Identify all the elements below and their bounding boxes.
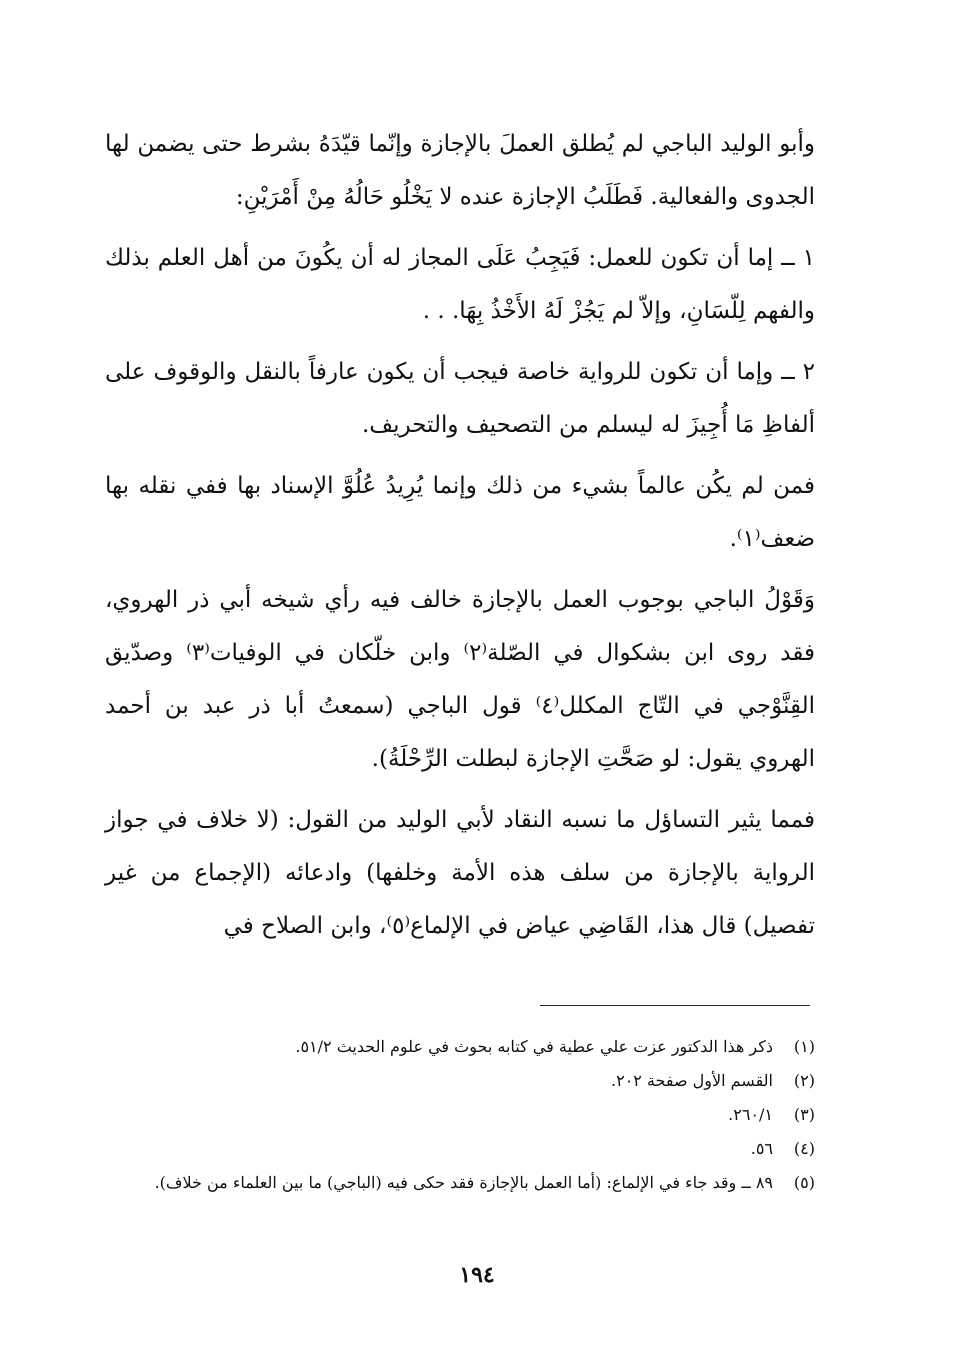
footnote-number: (٢) <box>793 1071 815 1090</box>
footnote-text: ٨٩ ــ وقد جاء في الإلماع: (أما العمل بالإجازة فقد حكى فيه (الباجي) ما بين العلماء من خلاف). <box>154 1173 773 1192</box>
footnote-item <box>100 1166 815 1200</box>
footnote-text: ٢٦٠/١. <box>728 1105 773 1124</box>
footnote-item <box>100 1064 815 1098</box>
footnote-item <box>100 1132 815 1166</box>
paragraph-6: فمما يثير التساؤل ما نسبه النقاد لأبي الوليد من القول: (لا خلاف في جواز الرواية بالإجازة من سلف هذه الأمة وخلفها) وادعائه (الإجماع من غير تفصيل) قال هذا، القَاضِي عياض في الإلماع⁽٥⁾، وابن الصلاح في <box>105 807 815 939</box>
paragraph-2: ١ ــ إما أن تكون للعمل: فَيَجِبُ عَلَى المجاز له أن يكُونَ من أهل العلم بذلك والفهم لِلّسَانِ، وإلاّ لم يَجُزْ لَهُ الأَخْذُ بِهَا. . . <box>105 245 815 324</box>
paragraph-4: فمن لم يكُن عالماً بشيء من ذلك وإنما يُرِيدُ عُلُوَّ الإسناد بها ففي نقله بها ضعف⁽١⁾. <box>105 473 815 552</box>
footnote-number: (١) <box>793 1037 815 1056</box>
footnote-text: القسم الأول صفحة ٢٠٢. <box>611 1071 773 1090</box>
footnote-number: (٤) <box>793 1139 815 1158</box>
footnote-separator <box>540 1005 810 1006</box>
page-number: ١٩٤ <box>459 1262 495 1288</box>
paragraph-5: وَقَوْلُ الباجي بوجوب العمل بالإجازة خالف فيه رأي شيخه أبي ذر الهروي، فقد روى ابن بشكوال في الصّلة⁽٢⁾ وابن خلّكان في الوفيات⁽٣⁾ وصدّيق القِنَّوْجي في التّاج المكلل⁽٤⁾ قول الباجي (سمعتُ أبا ذر عبد بن أحمد الهروي يقول: لو صَحَّتِ الإجازة لبطلت الرِّحْلَةُ). <box>105 587 816 772</box>
footnote-number: (٣) <box>793 1105 815 1124</box>
footnote-item <box>100 1030 815 1064</box>
footnote-item <box>100 1098 815 1132</box>
paragraph-1: وأبو الوليد الباجي لم يُطلق العملَ بالإجازة وإنّما قيّدَهُ بشرط حتى يضمن لها الجدوى والفعالية. فَطَلَبُ الإجازة عنده لا يَخْلُو حَالُهُ مِنْ أَمْرَيْنِ: <box>105 131 815 210</box>
footnote-number: (٥) <box>793 1173 815 1192</box>
footnote-text: ذكر هذا الدكتور عزت علي عطية في كتابه بحوث في علوم الحديث ٥١/٢. <box>295 1037 773 1056</box>
footnote-text: ٥٦. <box>750 1139 773 1158</box>
paragraph-3: ٢ ــ وإما أن تكون للرواية خاصة فيجب أن يكون عارفاً بالنقل والوقوف على ألفاظِ مَا أُجِيزَ له ليسلم من التصحيف والتحريف. <box>105 359 815 438</box>
main-text <box>105 118 815 953</box>
footnotes <box>100 1030 815 1200</box>
